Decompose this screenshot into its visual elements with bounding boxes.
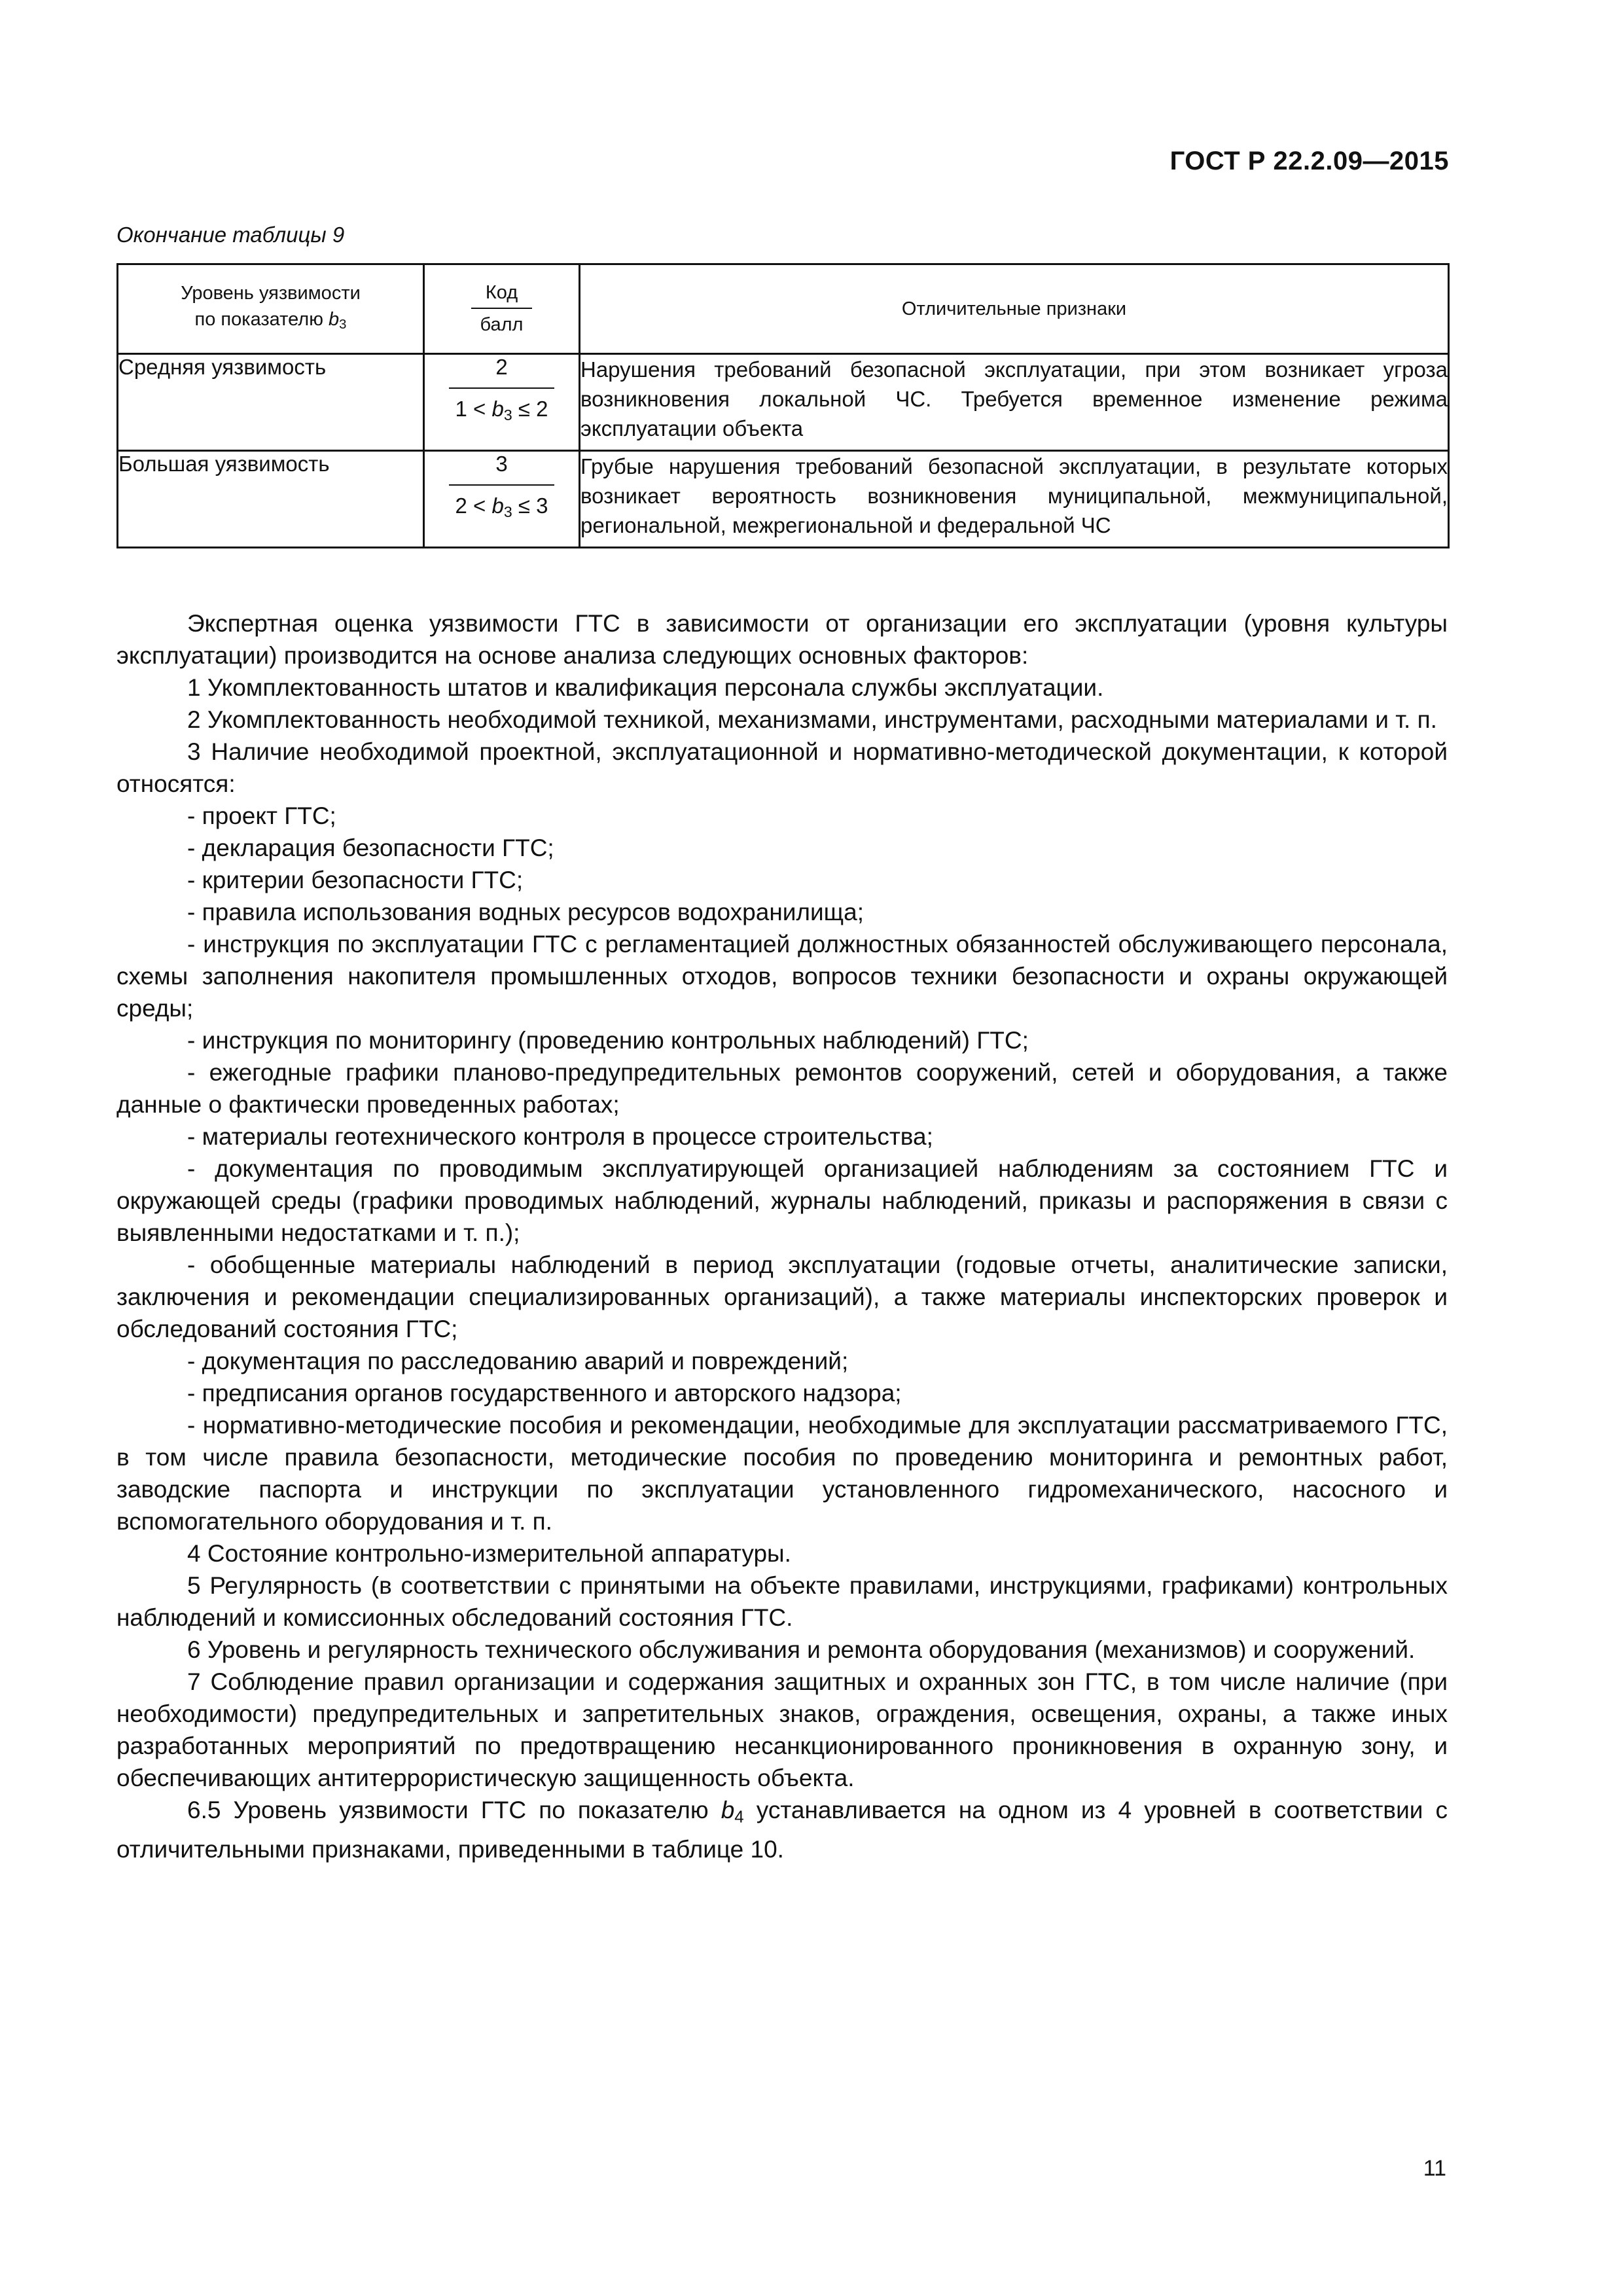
final-paragraph [116,1794,1448,1865]
final-after: устанавливается на одном из 4 уровней в соответствии с отличительными признаками, приведенными в таблице 10. [116,1797,1448,1863]
score-left: 1 < [455,397,492,421]
page-number: 11 [1423,2156,1446,2181]
score-right: ≤ 3 [512,493,548,518]
score-right: ≤ 2 [512,397,548,421]
list-item: - ежегодные графики планово-предупредительных ремонтов сооружений, сетей и оборудования, а также данные о фактически проведенных работах; [116,1059,1448,1118]
list-item: - документация по расследованию аварий и повреждений; [187,1348,849,1374]
header-level [118,264,424,354]
header-signs: Отличительные признаки [580,264,1449,354]
paragraph: 1 Укомплектованность штатов и квалификация персонала службы эксплуатации. [187,674,1104,701]
list-item: - нормативно-методические пособия и рекомендации, необходимые для эксплуатации рассматриваемого ГТС, в том числе правила безопасности, методические пособия по проведению мониторинга и ремонтных работ, заводские паспорта и инструкции по эксплуатации установленного гидромеханического, насосного и вспомогательного оборудования и т. п. [116,1412,1448,1535]
final-sub: 4 [734,1808,744,1827]
table-header-row [118,264,1449,354]
list-item: - материалы геотехнического контроля в процессе строительства; [187,1123,933,1150]
list-item: - предписания органов государственного и авторского надзора; [187,1380,902,1407]
header-code [424,264,580,354]
row-level: Средняя уязвимость [118,354,424,451]
header-code-den: балл [480,314,524,335]
list-item: - правила использования водных ресурсов водохранилища; [187,899,864,925]
row-code [424,451,580,548]
header-level-var: b [329,308,340,330]
table-row [118,354,1449,451]
table-caption: Окончание таблицы 9 [116,223,345,247]
score-var: b [491,493,504,518]
row-signs: Грубые нарушения требований безопасной эксплуатации, в результате которых возникает вероятность возникновения муниципальной, межмуниципальной, региональной, межрегиональной и федеральной ЧС [580,451,1449,548]
list-item: - критерии безопасности ГТС; [187,867,524,893]
row-score-range [449,486,555,521]
header-level-sub: 3 [339,317,347,332]
list-item: - инструкция по эксплуатации ГТС с регламентацией должностных обязанностей обслуживающего персонала, схемы заполнения накопителя промышленных отходов, вопросов техники безопасности и охраны окружающей среды; [116,931,1448,1022]
paragraph: 7 Соблюдение правил организации и содержания защитных и охранных зон ГТС, в том числе наличие (при необходимости) предупредительных и запретительных знаков, ограждения, освещения, охраны, а также иных разработанных мероприятий по предотвращению несанкционированного проникновения в охранную зону, и обеспечивающих антитеррористическую защищенность объекта. [116,1668,1448,1791]
row-code-value: 2 [449,355,555,389]
final-before: 6.5 Уровень уязвимости ГТС по показателю [187,1797,721,1823]
list-item: - декларация безопасности ГТС; [187,834,554,861]
list-item: - инструкция по мониторингу (проведению контрольных наблюдений) ГТС; [187,1027,1029,1054]
row-score-range [449,389,555,424]
list-item: - проект ГТС; [187,802,336,829]
header-level-line2: по показателю [194,308,329,330]
paragraph: Экспертная оценка уязвимости ГТС в зависимости от организации его эксплуатации (уровня культуры эксплуатации) производится на основе анализа следующих основных факторов: [116,610,1448,669]
paragraph: 6 Уровень и регулярность технического обслуживания и ремонта оборудования (механизмов) и сооружений. [187,1636,1416,1663]
row-code-value: 3 [449,452,555,486]
final-var: b [721,1797,735,1823]
body-text [116,607,1448,1865]
table-row [118,451,1449,548]
row-level: Большая уязвимость [118,451,424,548]
list-item: - документация по проводимым эксплуатирующей организацией наблюдениям за состоянием ГТС и окружающей среды (графики проводимых наблюдений, журналы наблюдений, приказы и распоряжения в связи с выявленными недостатками и т. п.); [116,1155,1448,1246]
score-sub: 3 [503,406,512,423]
paragraph: 2 Укомплектованность необходимой техникой, механизмами, инструментами, расходными материалами и т. п. [187,706,1437,733]
paragraph: 3 Наличие необходимой проектной, эксплуатационной и нормативно-методической документации, к которой относятся: [116,738,1448,797]
score-left: 2 < [455,493,492,518]
row-code [424,354,580,451]
header-level-line1: Уровень уязвимости [181,282,361,304]
vulnerability-table [116,263,1450,548]
document-number: ГОСТ Р 22.2.09—2015 [1169,147,1449,175]
score-sub: 3 [503,503,512,520]
header-code-num: Код [471,282,533,309]
score-var: b [491,397,504,421]
paragraph: 5 Регулярность (в соответствии с принятыми на объекте правилами, инструкциями, графиками) контрольных наблюдений и комиссионных обследований состояния ГТС. [116,1572,1448,1631]
row-signs: Нарушения требований безопасной эксплуатации, при этом возникает угроза возникновения локальной ЧС. Требуется временное изменение режима эксплуатации объекта [580,354,1449,451]
paragraph: 4 Состояние контрольно-измерительной аппаратуры. [187,1540,791,1567]
list-item: - обобщенные материалы наблюдений в период эксплуатации (годовые отчеты, аналитические записки, заключения и рекомендации специализированных организаций), а также материалы инспекторских проверок и обследований состояния ГТС; [116,1251,1448,1342]
